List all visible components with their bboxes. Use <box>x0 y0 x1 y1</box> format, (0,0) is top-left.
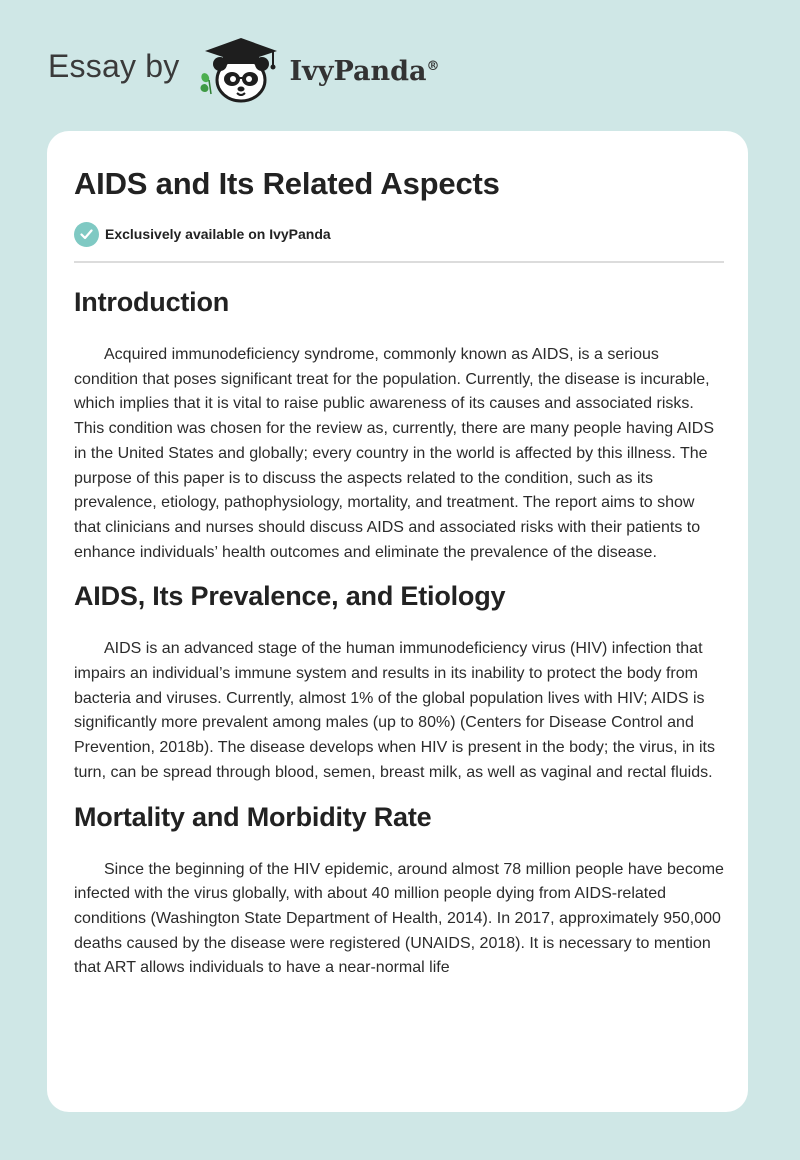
section-heading-prevalence: AIDS, Its Prevalence, and Etiology <box>74 581 506 612</box>
essay-content <box>74 165 724 981</box>
brand-prefix: Essay by <box>48 47 180 84</box>
brand-name-text: IvyPanda <box>289 55 427 87</box>
essay-card <box>47 131 748 1112</box>
exclusive-badge <box>74 221 724 247</box>
section-paragraph-introduction: Acquired immunodeficiency syndrome, commonly known as AIDS, is a serious condition that poses significant treat for the population. Currently, the disease is incurable, which implies that it is vital to raise public awareness of its causes and associated risks. This condition was chosen for the review as, currently, there are many people having AIDS in the United States and globally; every country in the world is affected by this illness. The purpose of this paper is to discuss the aspects related to the condition, such as its prevalence, etiology, pathophysiology, mortality, and treatment. The report aims to show that clinicians and nurses should discuss AIDS and associated risks with their patients to enhance individuals’ health outcomes and eliminate the prevalence of the disease. <box>74 346 715 561</box>
page-title: AIDS and Its Related Aspects <box>74 166 500 201</box>
exclusive-badge-text: Exclusively available on IvyPanda <box>105 226 331 242</box>
title-divider <box>74 261 724 263</box>
panda-graduate-logo-icon <box>193 34 285 106</box>
section-heading-mortality: Mortality and Morbidity Rate <box>74 801 432 832</box>
brand-name <box>289 56 439 87</box>
section-heading-introduction: Introduction <box>74 287 230 317</box>
registered-mark: ® <box>426 58 440 74</box>
section-paragraph-mortality: Since the beginning of the HIV epidemic, around almost 78 million people have become infected with the virus globally, with about 40 million people dying from AIDS-related conditions (Washington State Department of Health, 2014). In 2017, approximately 950,000 deaths caused by the disease were registered (UNAIDS, 2018). It is necessary to mention that ART allows individuals to have a near-normal life <box>74 860 724 977</box>
check-circle-icon <box>74 222 99 247</box>
section-paragraph-prevalence: AIDS is an advanced stage of the human immunodeficiency virus (HIV) infection that impairs an individual’s immune system and results in its inability to protect the body from bacteria and viruses. Currently, almost 1% of the global population lives with HIV; AIDS is significantly more prevalent among males (up to 80%) (Centers for Disease Control and Prevention, 2018b). The disease develops when HIV is present in the body; the virus, in its turn, can be spread through blood, semen, breast milk, as well as vaginal and rectal fluids. <box>74 640 715 781</box>
brand-header <box>48 34 440 106</box>
